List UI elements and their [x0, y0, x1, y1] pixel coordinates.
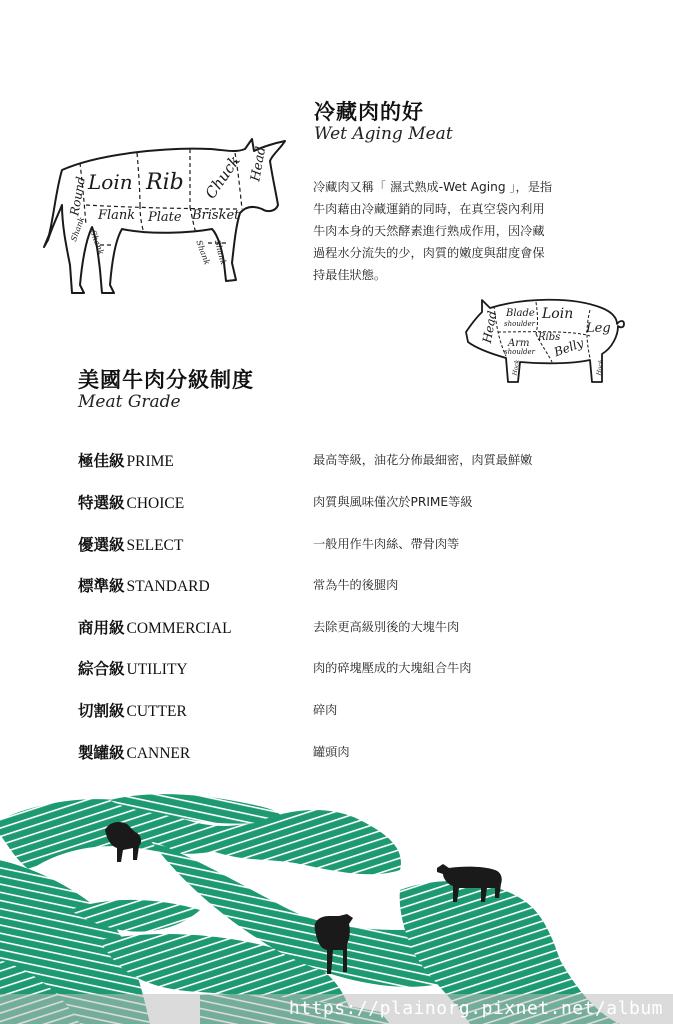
grade-row-standard [78, 574, 638, 598]
cow-label-shank-1: Shank [69, 215, 87, 243]
grade-desc: 常為牛的後腿肉 [313, 578, 399, 592]
grade-zh: 優選級 [78, 536, 125, 554]
cow-cuts-diagram [40, 135, 295, 300]
grade-zh: 切割級 [78, 702, 125, 720]
pig-label-head: Head [479, 309, 500, 345]
grade-zh: 標準級 [78, 577, 125, 595]
grade-desc: 最高等級，油花分佈最細密，肉質最鮮嫩 [313, 453, 533, 467]
grade-desc: 肉的碎塊壓成的大塊組合牛肉 [313, 661, 472, 675]
grade-row-select [78, 533, 638, 557]
grade-zh: 商用級 [78, 619, 125, 637]
cow-label-loin: Loin [88, 170, 133, 194]
cow-label-shank-4: Shank [212, 238, 228, 266]
cow-label-head: Head [248, 145, 270, 183]
pig-label-blade-shoulder: shoulder [504, 320, 536, 328]
grade-desc: 肉質與風味僅次於PRIME等級 [313, 495, 473, 509]
grade-row-choice [78, 491, 638, 515]
grade-name [78, 616, 232, 638]
pig-label-arm-shoulder: shoulder [504, 348, 536, 356]
pig-label-hock-back: Hock [595, 359, 606, 376]
grade-name [78, 533, 183, 555]
grade-row-canner [78, 741, 638, 765]
cow-label-shank-3: Shank [194, 239, 212, 266]
grade-name [78, 574, 210, 596]
grade-name [78, 449, 174, 471]
grade-desc: 碎肉 [313, 703, 338, 717]
meat-grade-title-en: Meat Grade [78, 392, 181, 412]
grade-name [78, 657, 188, 679]
pasture-hills [0, 794, 620, 1024]
grade-zh: 綜合級 [78, 660, 125, 678]
grade-row-utility [78, 657, 638, 681]
grade-row-commercial [78, 616, 638, 640]
cow-label-rib: Rib [146, 170, 184, 195]
grade-name [78, 741, 190, 763]
wet-aging-paragraph [313, 176, 613, 286]
pig-label-hock-front: Hock [511, 359, 522, 376]
grade-en: STANDARD [126, 578, 210, 595]
grade-name [78, 491, 184, 513]
grade-en: CANNER [126, 745, 191, 762]
grade-desc: 去除更高級別後的大塊牛肉 [313, 620, 460, 634]
paragraph-line: 過程水分流失的少，肉質的嫩度與甜度會保 [313, 246, 545, 260]
pig-label-arm: Arm [508, 338, 530, 349]
grade-en: CUTTER [126, 703, 187, 720]
pig-label-leg: Leg [586, 321, 611, 336]
pig-label-ribs: Ribs [538, 332, 561, 343]
grade-zh: 製罐級 [78, 744, 125, 762]
grade-en: UTILITY [126, 661, 188, 678]
cow-label-round: Round [67, 175, 88, 217]
grade-en: PRIME [126, 453, 174, 470]
pig-label-loin: Loin [542, 306, 574, 322]
watermark-url: https://plainorg.pixnet.net/album [0, 994, 673, 1024]
cow-label-chuck: Chuck [201, 152, 244, 203]
cow-label-brisket: Brisket [192, 208, 240, 223]
grade-en: CHOICE [126, 495, 185, 512]
pig-cuts-diagram [462, 296, 630, 390]
cow-label-shank-2: Shank [88, 229, 106, 256]
paragraph-line: 持最佳狀態。 [313, 268, 387, 282]
cow-label-flank: Flank [98, 208, 136, 223]
grade-row-cutter [78, 699, 638, 723]
grade-en: SELECT [126, 537, 184, 554]
grade-row-prime [78, 449, 638, 473]
grade-zh: 特選級 [78, 494, 125, 512]
grade-desc: 一般用作牛肉絲、帶骨肉等 [313, 537, 460, 551]
grade-en: COMMERCIAL [126, 620, 232, 637]
meat-grade-title-zh: 美國牛肉分級制度 [78, 368, 254, 392]
paragraph-line: 牛肉本身的天然酵素進行熟成作用，因冷藏 [313, 224, 545, 238]
grade-zh: 極佳級 [78, 452, 125, 470]
wet-aging-title-zh: 冷藏肉的好 [314, 100, 424, 124]
grade-desc: 罐頭肉 [313, 745, 350, 759]
paragraph-line: 冷藏肉又稱「 濕式熟成-Wet Aging 」，是指 [313, 180, 553, 194]
paragraph-line: 牛肉藉由冷藏運銷的同時，在真空袋內利用 [313, 202, 545, 216]
pig-label-blade: Blade [506, 308, 535, 319]
wet-aging-title-en: Wet Aging Meat [314, 124, 453, 144]
cow-label-plate: Plate [148, 210, 182, 225]
pig-label-belly: Belly [552, 335, 586, 360]
pasture-illustration [0, 780, 673, 1024]
grade-name [78, 699, 187, 721]
